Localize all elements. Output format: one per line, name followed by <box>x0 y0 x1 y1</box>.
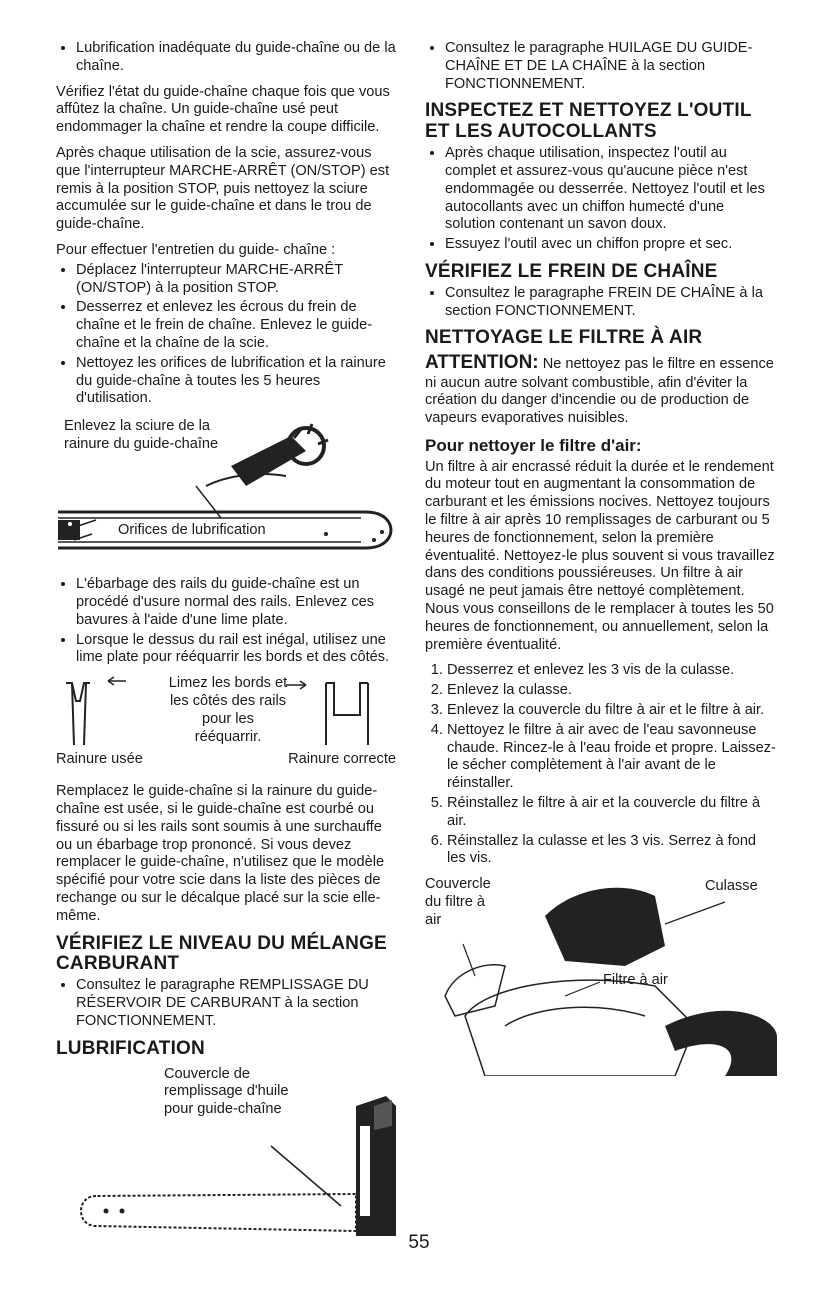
page-number: 55 <box>408 1232 430 1253</box>
intro-bullet: • Lubrification inadéquate du guide-chaîne ou de la chaîne. <box>76 40 396 76</box>
step-item: 4. Nettoyez le filtre à air avec de l'eau savonneuse chaude. Rincez-le à l'eau froide et propre. Laissez-le sécher complètement à l'air avant de le réinstaller. <box>447 722 777 793</box>
tool-icon <box>206 424 328 486</box>
warning-text: Ne nettoyez pas le filtre en essence ni aucun autre solvant combustible, afin d'éviter la création du danger d'incendie ou de production de vapeurs evaporatives nuisibles. <box>425 356 774 427</box>
warning-paragraph <box>425 351 777 428</box>
worn-groove-label: Rainure usée <box>56 751 143 768</box>
worn-groove-shape <box>66 683 90 745</box>
rail-profile-figure <box>56 675 396 773</box>
burr-list <box>56 576 396 667</box>
list-item: • Essuyez l'outil avec un chiffon propre et sec. <box>445 236 777 254</box>
replace-bar-paragraph: Remplacez le guide-chaîne si la rainure du guide-chaîne est usée, si le guide-chaîne est courbé ou fissuré ou si les rails sont soumis à une surchauffe ou un ébarbage trop prononcé. Si vous devez remplacer le guide-chaîne, n'utilisez que le modèle spécifié pour votre scie dans la liste des pièces de rechange ou sur le décalque placé sur la scie elle-même. <box>56 783 385 924</box>
oil-cap-figure <box>56 1066 396 1236</box>
list-item: • Nettoyez les orifices de lubrification et la rainure du guide-chaîne à toutes les 5 heures d'utilisation. <box>76 355 396 408</box>
list-item: • Après chaque utilisation, inspectez l'outil au complet et assurez-vous qu'aucune pièce n'est endommagée ou desserrée. Nettoyez l'outil et les autocollants avec un chiffon humecté d'une solution contenant un savon doux. <box>445 145 777 234</box>
left-column <box>56 40 396 1246</box>
intro-list <box>56 40 396 76</box>
list-item: • L'ébarbage des rails du guide-chaîne est un procédé d'usure normal des rails. Enlevez ces bavures à l'aide d'une lime plate. <box>76 576 396 629</box>
brake-list <box>425 285 777 321</box>
filter-label: Filtre à air <box>603 972 668 989</box>
oil-cap-label: Couvercle de remplissage d'huile pour guide-chaîne <box>164 1065 289 1118</box>
maintenance-list <box>56 262 396 408</box>
fuel-list <box>56 977 396 1030</box>
clean-filter-heading: Pour nettoyer le filtre d'air: <box>425 435 642 455</box>
oil-list <box>425 40 777 93</box>
step-item: 3. Enlevez la couvercle du filtre à air et le filtre à air. <box>447 702 777 720</box>
filter-paragraph: Un filtre à air encrassé réduit la durée et le rendement du moteur tout en augmentant la consommation de carburant et les émissions nocives. Nettoyez toujours le filtre à air après 10 remplissages de carburant ou 5 heures de fonctionnement, selon la première éventualité. Nettoyez-le plus souvent si vous travaillez dans des conditions poussiéreuses. Un filtre à air usagé ne peut jamais être nettoyé complètement. Nous vous conseillons de le remplacer à toutes les 50 heures de fonctionnement, ou annuellement, selon la première éventualité. <box>425 458 775 653</box>
lubrication-heading: LUBRIFICATION <box>56 1037 205 1059</box>
list-item: • Lorsque le dessus du rail est inégal, utilisez une lime plate pour rééquarrir les bords et des côtés. <box>76 632 396 668</box>
step-item: 2. Enlevez la culasse. <box>447 682 777 700</box>
oil-holes-label: Orifices de lubrification <box>118 522 266 539</box>
bar-check-paragraph: Vérifiez l'état du guide-chaîne chaque fois que vous affûtez la chaîne. Un guide-chaîne usé peut endommager la chaîne et rendre la coupe difficile. <box>56 83 390 136</box>
step-item: 6. Réinstallez la culasse et les 3 vis. Serrez à fond les vis. <box>447 833 777 869</box>
file-rails-label: Limez les bords et les côtés des rails pour les rééquarrir. <box>168 675 288 745</box>
air-filter-figure <box>425 876 777 1076</box>
correct-groove-shape <box>326 683 368 745</box>
inspect-list <box>425 145 777 254</box>
filter-steps <box>425 662 777 868</box>
step-item: 5. Réinstallez le filtre à air et la couvercle du filtre à air. <box>447 795 777 831</box>
maintenance-intro: Pour effectuer l'entretien du guide- chaîne : <box>56 241 336 258</box>
correct-groove-label: Rainure correcte <box>288 751 396 768</box>
brake-heading: VÉRIFIEZ LE FREIN DE CHAÎNE <box>425 260 718 282</box>
cylinder-head-label: Culasse <box>705 878 758 895</box>
step-item: 1. Desserrez et enlevez les 3 vis de la culasse. <box>447 662 777 680</box>
list-item: • Déplacez l'interrupteur MARCHE-ARRÊT (ON/STOP) à la position STOP. <box>76 262 396 298</box>
fuel-heading: VÉRIFIEZ LE NIVEAU DU MÉLANGE CARBURANT <box>56 932 387 975</box>
filter-cover-label: Couvercle du filtre à air <box>425 876 491 928</box>
air-filter-heading: NETTOYAGE LE FILTRE À AIR <box>425 327 703 349</box>
list-item: • Consultez le paragraphe REMPLISSAGE DU RÉSERVOIR DE CARBURANT à la section FONCTIONNEMENT. <box>76 977 396 1030</box>
bar-groove-figure <box>56 416 396 566</box>
list-item: • Consultez le paragraphe HUILAGE DU GUIDE-CHAÎNE ET DE LA CHAÎNE à la section FONCTIONNEMENT. <box>445 40 777 93</box>
inspect-heading: INSPECTEZ ET NETTOYEZ L'OUTIL ET LES AUTOCOLLANTS <box>425 100 752 143</box>
after-use-paragraph: Après chaque utilisation de la scie, assurez-vous que l'interrupteur MARCHE-ARRÊT (ON/STOP) est remis à la position STOP, puis nettoyez la sciure accumulée sur le guide-chaîne et dans le trou de guide-chaîne. <box>56 144 390 233</box>
list-item: • Consultez le paragraphe FREIN DE CHAÎNE à la section FONCTIONNEMENT. <box>445 285 777 321</box>
right-column <box>425 40 777 1086</box>
warning-label: ATTENTION: <box>425 352 539 374</box>
list-item: • Desserrez et enlevez les écrous du frein de chaîne et le frein de chaîne. Enlevez le guide-chaîne et la chaîne de la scie. <box>76 299 396 352</box>
sawdust-label: Enlevez la sciure de la rainure du guide-chaîne <box>64 418 219 452</box>
